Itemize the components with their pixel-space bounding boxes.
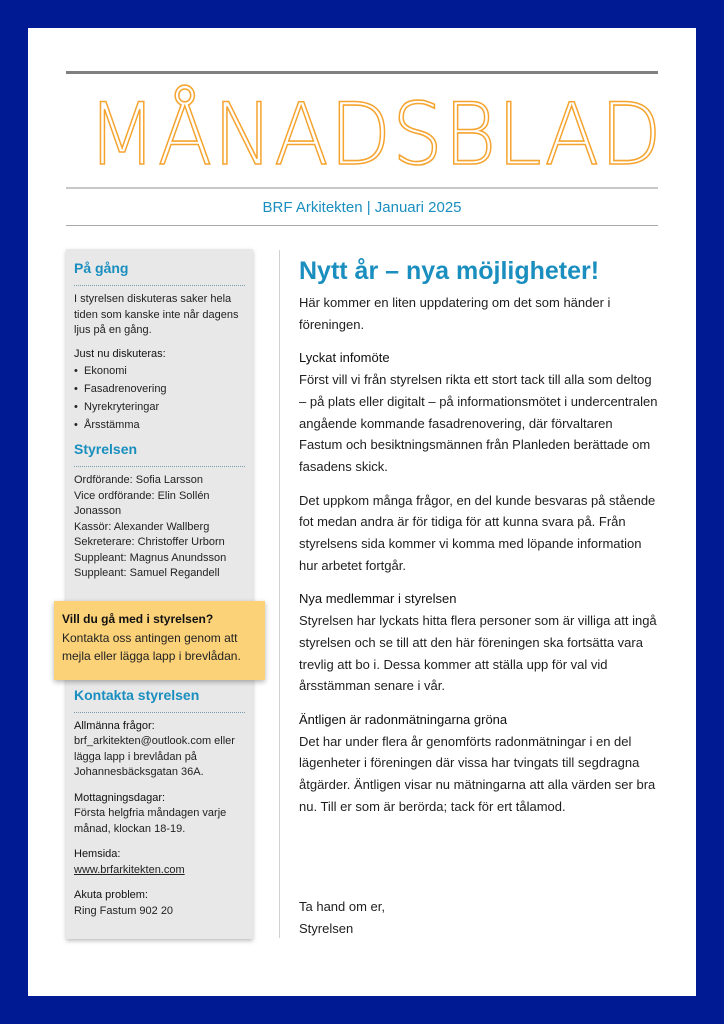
list-item: • Årsstämma <box>74 416 245 434</box>
board-member: Ordförande: Sofia Larsson <box>74 474 204 486</box>
masthead-rule <box>66 187 658 189</box>
section-paragraph: Det uppkom många frågor, en del kunde besvaras på stående fot medan andra är för tidiga för att kunna svara på. Från styrelsens sida kommer vi komma med löpande information hur arbetet fortgår. <box>299 492 656 573</box>
section-paragraph: Först vill vi från styrelsen rikta ett stort tack till alla som deltog – på plats eller digitalt – på informationsmötet i undercentralen angående kommande fasadrenovering, där förvaltaren Fastum och besiktningsmännen från Planleden berättade om fasadens skick. <box>299 372 658 474</box>
subtitle-rule <box>66 225 658 226</box>
pa-gang-intro: I styrelsen diskuteras saker hela tiden som kanske inte når dagens ljus på en gång. <box>74 293 239 336</box>
general-label: Allmänna frågor: <box>74 719 155 732</box>
callout-text: Kontakta oss antingen genom att mejla eller lägga lapp i brevlådan. <box>62 631 241 663</box>
general-text: brf_arkitekten@outlook.com eller lägga lapp i brevlådan på Johannesbäcksgatan 36A. <box>74 735 235 778</box>
website-label: Hemsida: <box>74 848 121 860</box>
list-item: • Nyrekryteringar <box>74 398 245 416</box>
board-member: Sekreterare: Christoffer Urborn <box>74 536 225 548</box>
discussion-label: Just nu diskuteras: <box>74 347 166 360</box>
join-board-callout <box>54 601 265 680</box>
section-paragraph: Det har under flera år genomförts radonmätningar i en del lägenheter i föreningen där vissa har tvingats till segdragna åtgärder. Äntligen visar nu mätningarna att alla värden ser bra nu. Till er som är berörda; tack för ert tålamod. <box>299 733 656 814</box>
signoff <box>299 896 385 940</box>
column-divider <box>279 250 280 938</box>
discussion-list <box>74 362 245 434</box>
masthead-text: MÅNADSBLAD <box>87 85 663 185</box>
board-member: Kassör: Alexander Wallberg <box>74 520 210 533</box>
website <box>74 847 245 878</box>
board-member: Vice ordförande: Elin Sollén Jonasson <box>74 489 210 517</box>
signoff-signature: Styrelsen <box>299 921 354 936</box>
sidebar <box>66 249 253 939</box>
newsletter-page <box>28 28 696 996</box>
article-intro: Här kommer en liten uppdatering om det som händer i föreningen. <box>299 295 611 332</box>
issue-subtitle: BRF Arkitekten | Januari 2025 <box>262 199 462 216</box>
styrelsen-heading: Styrelsen <box>74 440 245 467</box>
board-member: Suppleant: Magnus Anundsson <box>74 551 227 564</box>
signoff-line: Ta hand om er, <box>299 899 385 914</box>
board-member: Suppleant: Samuel Regandell <box>74 567 220 579</box>
list-item: • Ekonomi <box>74 362 245 380</box>
main-article <box>299 254 659 829</box>
callout-heading: Vill du gå med i styrelsen? <box>62 612 214 626</box>
section-paragraph: Styrelsen har lyckats hitta flera personer som är villiga att ingå styrelsen och se till att den här föreningen ska fortsätta vara trevlig att bo i. Dessa kommer att ställa upp för val vid årsstämman senare i vår. <box>299 613 657 694</box>
urgent-text: Ring Fastum 902 20 <box>74 904 174 917</box>
article-title: Nytt år – nya möjligheter! <box>299 257 600 285</box>
section-heading: Äntligen är radonmätningarna gröna <box>299 711 508 727</box>
kontakt-heading: Kontakta styrelsen <box>74 686 245 713</box>
general-questions <box>74 719 245 781</box>
section-heading: Nya medlemmar i styrelsen <box>299 591 457 607</box>
urgent-problems <box>74 888 245 919</box>
masthead-title <box>66 80 663 190</box>
reception-label: Mottagningsdagar: <box>74 791 166 804</box>
section-heading: Lyckat infomöte <box>299 350 390 366</box>
reception-text: Första helgfria måndagen varje månad, klockan 18-19. <box>74 807 227 835</box>
top-rule <box>66 71 658 74</box>
pa-gang-heading: På gång <box>74 259 245 286</box>
reception-days <box>74 791 245 838</box>
list-item: • Fasadrenovering <box>74 380 245 398</box>
website-link[interactable]: www.brfarkitekten.com <box>74 863 185 876</box>
urgent-label: Akuta problem: <box>74 889 148 901</box>
